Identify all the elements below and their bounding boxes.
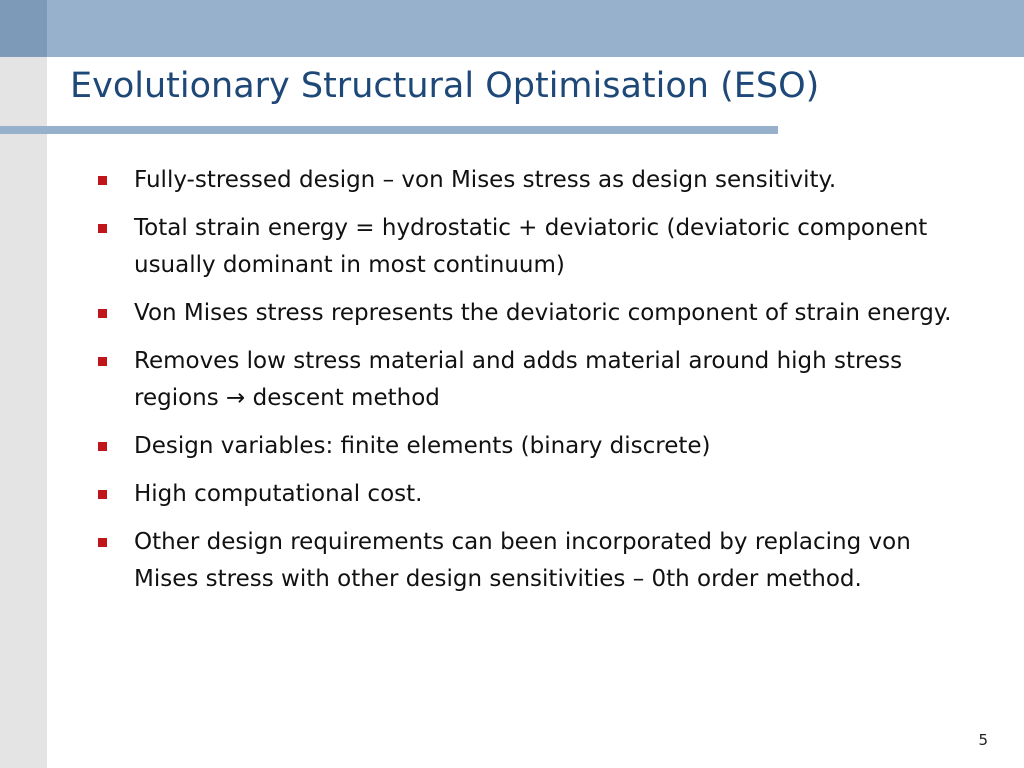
bullet-item [96,162,976,199]
bullet-item [96,343,976,417]
page-number: 5 [978,731,988,749]
square-bullet-icon [98,357,107,366]
bullet-item [96,295,976,332]
bullet-text: Fully-stressed design – von Mises stress as design sensitivity. [134,167,837,193]
bullet-item [96,210,976,284]
header-band-corner [0,0,47,57]
square-bullet-icon [98,224,107,233]
bullet-text: Other design requirements can been incorporated by replacing von Mises stress with other design sensitivities – 0th order method. [134,529,911,592]
slide-title: Evolutionary Structural Optimisation (ESO) [70,66,820,106]
bullet-text: High computational cost. [134,481,423,507]
square-bullet-icon [98,442,107,451]
bullet-list [96,162,976,609]
bullet-text: Von Mises stress represents the deviatoric component of strain energy. [134,300,952,326]
bullet-item [96,476,976,513]
bullet-text: Design variables: finite elements (binary discrete) [134,433,711,459]
bullet-item [96,428,976,465]
left-margin-strip [0,57,47,768]
bullet-item [96,524,976,598]
bullet-text: Removes low stress material and adds material around high stress regions → descent method [134,348,903,411]
square-bullet-icon [98,490,107,499]
square-bullet-icon [98,309,107,318]
square-bullet-icon [98,538,107,547]
square-bullet-icon [98,176,107,185]
header-band [0,0,1024,57]
title-underline-rule [0,126,778,134]
bullet-text: Total strain energy = hydrostatic + deviatoric (deviatoric component usually dominant in most continuum) [134,215,928,278]
